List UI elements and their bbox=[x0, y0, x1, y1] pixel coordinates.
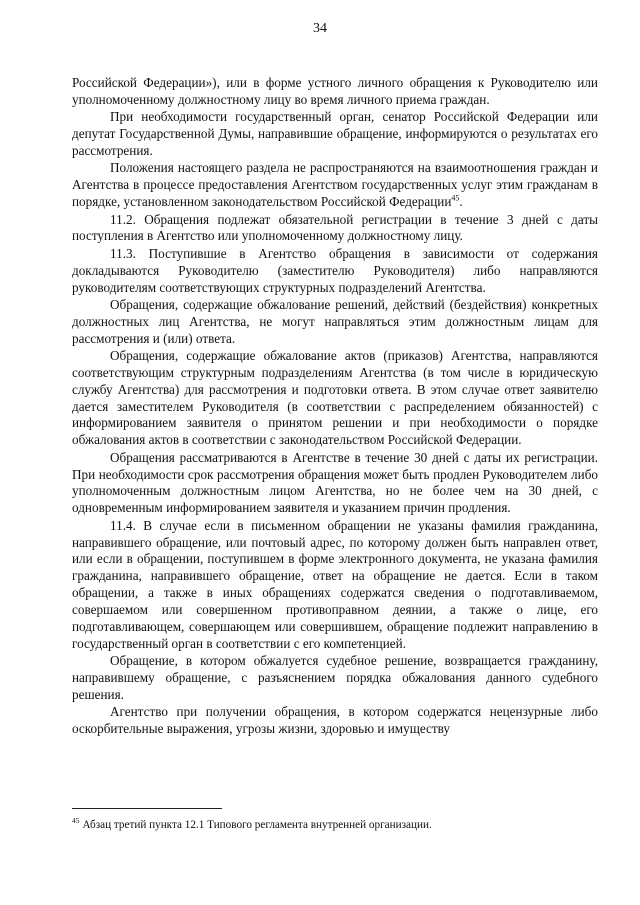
paragraph-9: 11.4. В случае если в письменном обращении не указаны фамилия гражданина, направившего обращение, или почтовый адрес, по которому должен быть направлен ответ, или если в обращении, поступившем в форме электронного документа, не указана фамилия гражданина, направившего обращение, ответ на обращение не дается. Если в таком обращении, а также в иных обращениях содержатся сведения о подготавливаемом, совершаемом или совершенном противоправном деянии, а также о лице, его подготавливающем, совершающем или совершившем, обращение подлежит направлению в государственный орган в соответствии с его компетенцией. bbox=[72, 517, 598, 651]
paragraph-3-text: Положения настоящего раздела не распространяются на взаимоотношения граждан и Агентства в процессе предоставления Агентством государственных услуг этим гражданам в порядке, установленном законодательством Российской Федерации bbox=[72, 160, 598, 210]
paragraph-3-end: . bbox=[459, 194, 463, 210]
paragraph-5: 11.3. Поступившие в Агентство обращения в зависимости от содержания докладываются Руководителю (заместителю Руководителя) либо направляются руководителям соответствующих структурных подразделений Агентства. bbox=[72, 245, 598, 295]
body-text bbox=[72, 75, 598, 738]
paragraph-8: Обращения рассматриваются в Агентстве в течение 30 дней с даты их регистрации. При необходимости срок рассмотрения обращения может быть продлен Руководителем либо уполномоченным должностным лицом Агентства, но не более чем на 30 дней, с одновременным информированием заявителя и указанием причин продления. bbox=[72, 449, 598, 516]
paragraph-3 bbox=[72, 160, 598, 211]
page-number: 34 bbox=[313, 21, 327, 36]
paragraph-6: Обращения, содержащие обжалование решений, действий (бездействия) конкретных должностных лиц Агентства, не могут направляться этим должностным лицам для рассмотрения и (или) ответа. bbox=[72, 296, 598, 346]
paragraph-1: Российской Федерации»), или в форме устного личного обращения к Руководителю или уполномоченному должностному лицу во время личного приема граждан. bbox=[72, 75, 598, 107]
paragraph-7: Обращения, содержащие обжалование актов (приказов) Агентства, направляются соответствующим структурным подразделениям Агентства (в том числе в юридическую службу Агентства) для рассмотрения и подготовки ответа. В этом случае ответ заявителю дается заместителем Руководителя (в соответствии с распределением обязанностей) с информированием заявителя о принятом решении и при необходимости о порядке обжалования актов в соответствии с законодательством Российской Федерации. bbox=[72, 348, 598, 448]
paragraph-11: Агентство при получении обращения, в котором содержатся нецензурные либо оскорбительные выражения, угрозы жизни, здоровью и имуществу bbox=[72, 704, 598, 736]
footnote-divider bbox=[72, 808, 222, 809]
footnote-marker: 45 bbox=[72, 816, 80, 826]
paragraph-10: Обращение, в котором обжалуется судебное решение, возвращается гражданину, направившему обращение, с разъяснением порядка обжалования данного судебного решения. bbox=[72, 653, 598, 702]
footnote-text: Абзац третий пункта 12.1 Типового регламента внутренней организации. bbox=[82, 819, 432, 831]
paragraph-2: При необходимости государственный орган, сенатор Российской Федерации или депутат Государственной Думы, направившие обращение, информируются о результатах его рассмотрения. bbox=[72, 109, 598, 158]
footnote-reference: 45 bbox=[451, 193, 460, 203]
footnote bbox=[72, 818, 598, 832]
paragraph-4: 11.2. Обращения подлежат обязательной регистрации в течение 3 дней с даты поступления в Агентство или уполномоченному должностному лицу. bbox=[72, 211, 598, 244]
